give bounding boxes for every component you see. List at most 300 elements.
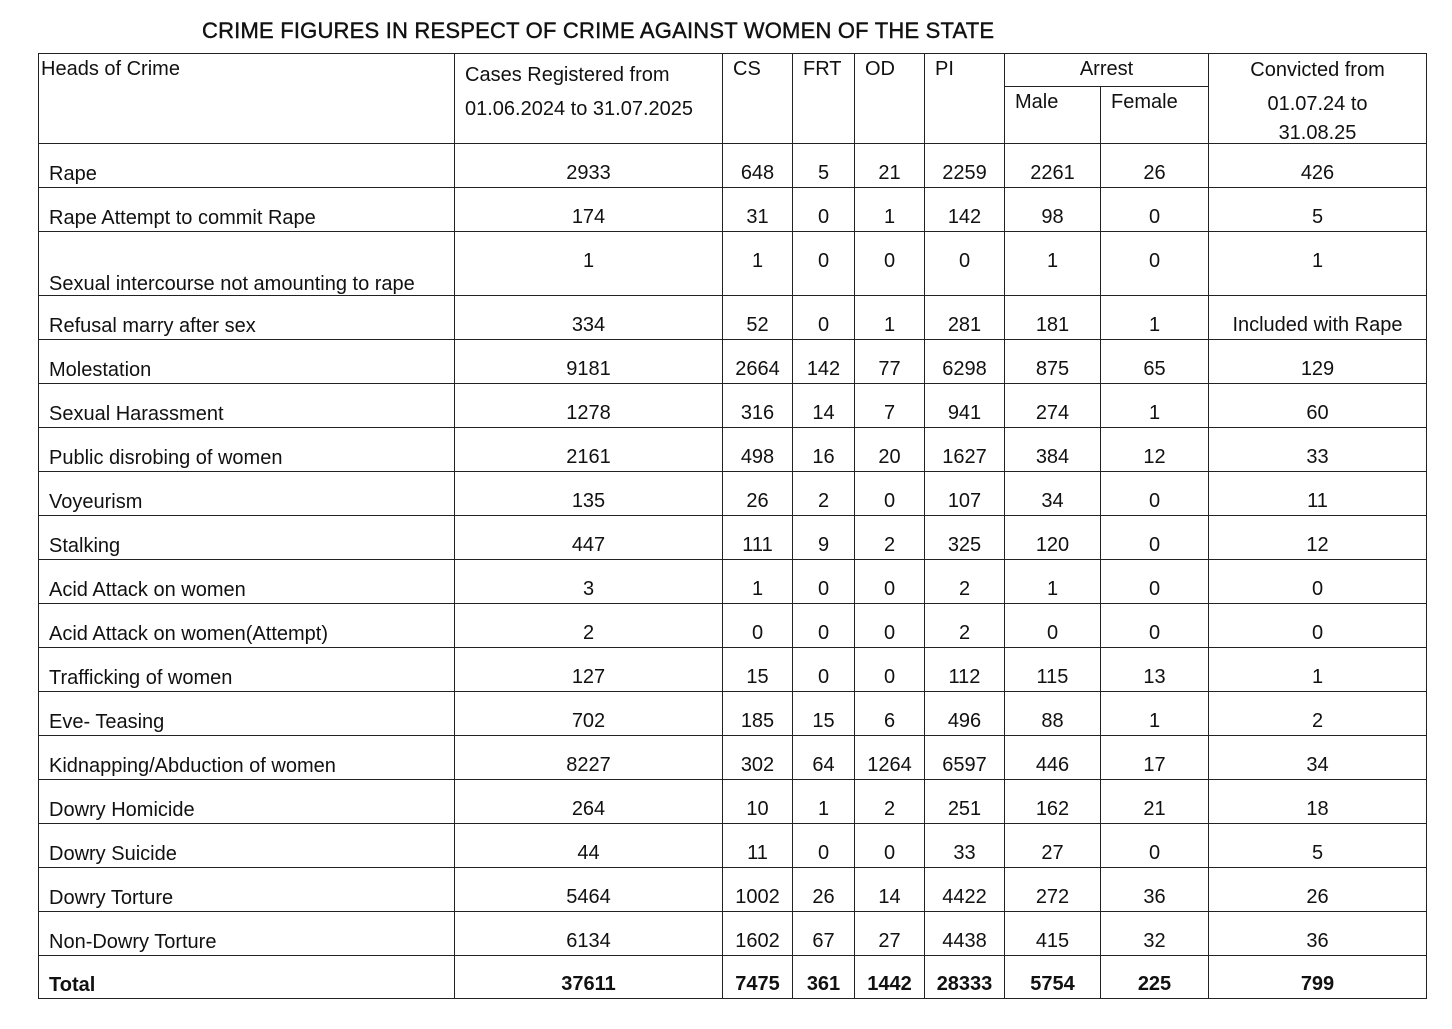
cs-cell — [723, 428, 793, 472]
cases-value: 8227 — [566, 754, 611, 776]
cases-value: 2933 — [566, 162, 611, 184]
convicted-cell — [1209, 384, 1427, 428]
cs-value: 11 — [747, 842, 768, 864]
convicted-value: 0 — [1311, 622, 1324, 644]
cs-cell — [723, 560, 793, 604]
cs-value: 1002 — [735, 886, 780, 908]
frt-value: 0 — [817, 578, 830, 600]
cs-cell — [723, 188, 793, 232]
cs-cell — [723, 340, 793, 384]
female-cell — [1101, 560, 1209, 604]
total-cases-value: 37611 — [561, 973, 616, 995]
male-cell — [1005, 144, 1101, 188]
header-cs-label: CS — [733, 58, 761, 80]
frt-cell — [793, 188, 855, 232]
frt-cell — [793, 912, 855, 956]
female-value: 0 — [1148, 206, 1161, 228]
female-value: 65 — [1143, 358, 1166, 380]
convicted-value: 2 — [1311, 710, 1324, 732]
cases-value: 1 — [582, 250, 595, 272]
convicted-value: 26 — [1306, 886, 1329, 908]
female-value: 0 — [1148, 250, 1161, 272]
frt-value: 16 — [812, 446, 835, 468]
od-cell — [855, 736, 925, 780]
convicted-cell — [1209, 604, 1427, 648]
table-row — [39, 188, 1427, 232]
male-value: 120 — [1035, 534, 1070, 556]
pi-cell — [925, 868, 1005, 912]
od-cell — [855, 232, 925, 296]
total-label-cell — [39, 956, 455, 999]
female-value: 26 — [1143, 162, 1166, 184]
convicted-cell — [1209, 648, 1427, 692]
crime-head-label: Refusal marry after sex — [49, 315, 256, 337]
frt-cell — [793, 780, 855, 824]
od-cell — [855, 296, 925, 340]
cs-cell — [723, 144, 793, 188]
female-cell — [1101, 232, 1209, 296]
table-row — [39, 824, 1427, 868]
convicted-cell — [1209, 516, 1427, 560]
crime-head-label: Rape Attempt to commit Rape — [49, 207, 316, 229]
frt-cell — [793, 692, 855, 736]
male-cell — [1005, 472, 1101, 516]
crime-head-cell — [39, 232, 455, 296]
male-value: 115 — [1036, 666, 1069, 688]
cases-value: 334 — [571, 314, 606, 336]
table-row — [39, 472, 1427, 516]
female-value: 17 — [1143, 754, 1166, 776]
cs-cell — [723, 384, 793, 428]
cases-value: 3 — [582, 578, 595, 600]
cs-cell — [723, 604, 793, 648]
page-title: CRIME FIGURES IN RESPECT OF CRIME AGAINST WOMEN OF THE STATE — [202, 18, 995, 43]
crime-head-label: Sexual intercourse not amounting to rape — [49, 273, 415, 295]
frt-value: 0 — [817, 206, 830, 228]
total-pi-value: 28333 — [936, 973, 993, 995]
convicted-value: 5 — [1311, 842, 1324, 864]
header-heads-of-crime — [39, 54, 455, 144]
frt-cell — [793, 472, 855, 516]
crime-head-cell — [39, 780, 455, 824]
male-value: 1 — [1046, 250, 1059, 272]
female-cell — [1101, 780, 1209, 824]
od-cell — [855, 912, 925, 956]
cs-cell — [723, 692, 793, 736]
female-value: 0 — [1148, 578, 1161, 600]
cs-value: 1 — [751, 578, 764, 600]
total-label: Total — [49, 974, 96, 996]
convicted-value: 34 — [1306, 754, 1329, 776]
frt-cell — [793, 232, 855, 296]
male-value: 446 — [1035, 754, 1070, 776]
convicted-cell — [1209, 144, 1427, 188]
cs-cell — [723, 868, 793, 912]
od-cell — [855, 340, 925, 384]
cases-value: 264 — [571, 798, 606, 820]
cases-value: 2161 — [566, 446, 611, 468]
male-value: 272 — [1035, 886, 1070, 908]
male-value: 875 — [1035, 358, 1070, 380]
header-cases-registered — [455, 54, 723, 144]
cases-value: 702 — [571, 710, 606, 732]
cs-cell — [723, 296, 793, 340]
crime-head-cell — [39, 428, 455, 472]
male-cell — [1005, 780, 1101, 824]
male-cell — [1005, 340, 1101, 384]
pi-value: 281 — [947, 314, 982, 336]
convicted-value: 426 — [1300, 162, 1335, 184]
male-cell — [1005, 516, 1101, 560]
crime-head-label: Stalking — [49, 535, 121, 557]
cases-value: 135 — [571, 490, 606, 512]
pi-cell — [925, 232, 1005, 296]
pi-cell — [925, 604, 1005, 648]
female-value: 21 — [1143, 798, 1166, 820]
crime-head-label: Eve- Teasing — [49, 711, 165, 733]
male-value: 98 — [1041, 206, 1064, 228]
header-od — [855, 54, 925, 144]
cases-value: 44 — [577, 842, 600, 864]
cases-cell — [455, 780, 723, 824]
total-row — [39, 956, 1427, 999]
pi-cell — [925, 472, 1005, 516]
female-value: 36 — [1143, 886, 1166, 908]
header-female-label: Female — [1111, 91, 1178, 113]
cases-value: 9181 — [566, 358, 611, 380]
od-cell — [855, 648, 925, 692]
female-cell — [1101, 188, 1209, 232]
od-cell — [855, 144, 925, 188]
convicted-cell — [1209, 296, 1427, 340]
total-convicted-value: 799 — [1300, 973, 1335, 995]
od-cell — [855, 780, 925, 824]
header-convicted-line1: Convicted from — [1250, 59, 1385, 81]
table-row — [39, 516, 1427, 560]
frt-cell — [793, 516, 855, 560]
header-pi — [925, 54, 1005, 144]
female-value: 1 — [1148, 402, 1161, 424]
od-value: 0 — [883, 622, 896, 644]
cases-value: 174 — [571, 206, 606, 228]
male-cell — [1005, 912, 1101, 956]
od-value: 0 — [883, 490, 896, 512]
female-value: 1 — [1148, 314, 1161, 336]
cases-cell — [455, 232, 723, 296]
table-row — [39, 560, 1427, 604]
header-male — [1005, 87, 1101, 144]
frt-cell — [793, 428, 855, 472]
od-value: 1264 — [867, 754, 912, 776]
header-od-label: OD — [865, 58, 895, 80]
crime-head-cell — [39, 604, 455, 648]
cs-value: 31 — [746, 206, 769, 228]
convicted-cell — [1209, 428, 1427, 472]
cs-cell — [723, 824, 793, 868]
convicted-value: 18 — [1306, 798, 1329, 820]
cases-cell — [455, 912, 723, 956]
frt-value: 15 — [812, 710, 835, 732]
total-female-cell — [1101, 956, 1209, 999]
male-value: 88 — [1041, 710, 1064, 732]
male-value: 384 — [1035, 446, 1070, 468]
frt-value: 26 — [812, 886, 835, 908]
od-value: 2 — [883, 534, 896, 556]
od-cell — [855, 188, 925, 232]
female-cell — [1101, 868, 1209, 912]
total-frt-cell — [793, 956, 855, 999]
female-cell — [1101, 516, 1209, 560]
table-row — [39, 296, 1427, 340]
cs-value: 26 — [746, 490, 769, 512]
pi-cell — [925, 736, 1005, 780]
cases-value: 447 — [571, 534, 606, 556]
od-value: 1 — [883, 206, 896, 228]
cases-cell — [455, 692, 723, 736]
cs-value: 52 — [746, 314, 769, 336]
header-convicted-line2: 01.07.24 to — [1267, 93, 1368, 115]
od-value: 2 — [883, 798, 896, 820]
cs-value: 498 — [740, 446, 775, 468]
convicted-value: 36 — [1306, 930, 1329, 952]
cases-cell — [455, 384, 723, 428]
cases-value: 1278 — [566, 402, 611, 424]
female-cell — [1101, 296, 1209, 340]
header-arrest — [1005, 54, 1209, 87]
crime-head-label: Public disrobing of women — [49, 447, 283, 469]
cases-cell — [455, 188, 723, 232]
cases-value: 2 — [582, 622, 595, 644]
frt-cell — [793, 648, 855, 692]
cs-value: 10 — [746, 798, 769, 820]
frt-value: 0 — [817, 250, 830, 272]
od-value: 7 — [883, 402, 896, 424]
crime-head-label: Sexual Harassment — [49, 403, 224, 425]
cases-cell — [455, 824, 723, 868]
male-cell — [1005, 296, 1101, 340]
cases-cell — [455, 428, 723, 472]
convicted-cell — [1209, 232, 1427, 296]
header-cs — [723, 54, 793, 144]
crime-head-label: Dowry Torture — [49, 887, 174, 909]
table-row — [39, 604, 1427, 648]
frt-value: 5 — [817, 162, 830, 184]
pi-value: 251 — [947, 798, 982, 820]
convicted-cell — [1209, 868, 1427, 912]
total-pi-cell — [925, 956, 1005, 999]
crime-figures-table — [38, 53, 1427, 999]
convicted-cell — [1209, 472, 1427, 516]
male-cell — [1005, 736, 1101, 780]
pi-cell — [925, 560, 1005, 604]
cases-cell — [455, 472, 723, 516]
female-cell — [1101, 692, 1209, 736]
pi-value: 112 — [948, 666, 981, 688]
od-value: 27 — [878, 930, 901, 952]
convicted-value: 60 — [1306, 402, 1329, 424]
cs-value: 185 — [740, 710, 775, 732]
total-cs-value: 7475 — [735, 973, 780, 995]
cs-cell — [723, 648, 793, 692]
frt-value: 14 — [812, 402, 835, 424]
convicted-cell — [1209, 780, 1427, 824]
cs-value: 302 — [740, 754, 775, 776]
male-cell — [1005, 188, 1101, 232]
header-male-label: Male — [1015, 91, 1059, 113]
frt-cell — [793, 296, 855, 340]
frt-value: 0 — [817, 666, 830, 688]
cs-cell — [723, 736, 793, 780]
female-value: 0 — [1148, 622, 1161, 644]
od-cell — [855, 384, 925, 428]
female-cell — [1101, 648, 1209, 692]
table-body — [39, 144, 1427, 999]
od-cell — [855, 428, 925, 472]
pi-cell — [925, 144, 1005, 188]
cases-cell — [455, 868, 723, 912]
od-value: 21 — [878, 162, 901, 184]
crime-head-cell — [39, 296, 455, 340]
od-value: 77 — [878, 358, 901, 380]
table-row — [39, 868, 1427, 912]
pi-cell — [925, 516, 1005, 560]
convicted-value: 1 — [1311, 250, 1324, 272]
male-cell — [1005, 604, 1101, 648]
header-frt-label: FRT — [803, 58, 842, 80]
crime-head-cell — [39, 912, 455, 956]
convicted-cell — [1209, 188, 1427, 232]
male-value: 274 — [1035, 402, 1070, 424]
frt-cell — [793, 868, 855, 912]
table-row — [39, 736, 1427, 780]
frt-cell — [793, 736, 855, 780]
frt-value: 0 — [817, 314, 830, 336]
pi-cell — [925, 648, 1005, 692]
table-row — [39, 428, 1427, 472]
convicted-value: 0 — [1311, 578, 1324, 600]
frt-cell — [793, 144, 855, 188]
convicted-value: 11 — [1307, 490, 1328, 512]
cs-value: 2664 — [735, 358, 780, 380]
header-heads-of-crime-label: Heads of Crime — [41, 58, 180, 80]
female-cell — [1101, 384, 1209, 428]
male-value: 162 — [1035, 798, 1070, 820]
cases-cell — [455, 296, 723, 340]
convicted-cell — [1209, 340, 1427, 384]
pi-value: 142 — [947, 206, 982, 228]
male-cell — [1005, 648, 1101, 692]
crime-head-label: Non-Dowry Torture — [49, 931, 217, 953]
pi-cell — [925, 188, 1005, 232]
pi-value: 2 — [958, 578, 971, 600]
female-value: 0 — [1148, 534, 1161, 556]
female-cell — [1101, 912, 1209, 956]
od-value: 0 — [883, 250, 896, 272]
crime-head-label: Dowry Homicide — [49, 799, 195, 821]
frt-value: 142 — [806, 358, 841, 380]
header-cases-line1: Cases Registered from — [465, 64, 670, 86]
pi-cell — [925, 780, 1005, 824]
cs-cell — [723, 232, 793, 296]
pi-value: 6597 — [942, 754, 987, 776]
table-row — [39, 144, 1427, 188]
table-row — [39, 780, 1427, 824]
table-header-row — [39, 54, 1427, 87]
od-cell — [855, 472, 925, 516]
table-row — [39, 232, 1427, 296]
total-frt-value: 361 — [806, 973, 841, 995]
pi-cell — [925, 384, 1005, 428]
od-value: 1 — [883, 314, 896, 336]
female-value: 0 — [1148, 490, 1161, 512]
male-value: 415 — [1035, 930, 1070, 952]
od-value: 20 — [878, 446, 901, 468]
male-cell — [1005, 232, 1101, 296]
cases-cell — [455, 648, 723, 692]
cs-value: 648 — [740, 162, 775, 184]
header-frt — [793, 54, 855, 144]
cs-cell — [723, 912, 793, 956]
frt-value: 0 — [817, 842, 830, 864]
crime-head-cell — [39, 144, 455, 188]
male-value: 181 — [1035, 314, 1070, 336]
pi-cell — [925, 824, 1005, 868]
frt-value: 1 — [817, 798, 830, 820]
male-value: 1 — [1046, 578, 1059, 600]
frt-value: 64 — [812, 754, 835, 776]
total-cs-cell — [723, 956, 793, 999]
frt-value: 67 — [812, 930, 835, 952]
od-value: 14 — [878, 886, 901, 908]
header-arrest-label: Arrest — [1079, 58, 1134, 80]
cs-value: 0 — [751, 622, 764, 644]
male-cell — [1005, 692, 1101, 736]
crime-head-cell — [39, 340, 455, 384]
pi-value: 941 — [947, 402, 982, 424]
crime-head-cell — [39, 736, 455, 780]
convicted-cell — [1209, 692, 1427, 736]
crime-head-cell — [39, 472, 455, 516]
male-cell — [1005, 824, 1101, 868]
table-row — [39, 648, 1427, 692]
female-cell — [1101, 472, 1209, 516]
table-row — [39, 692, 1427, 736]
cs-value: 111 — [742, 534, 773, 556]
frt-value: 9 — [817, 534, 830, 556]
female-cell — [1101, 144, 1209, 188]
table-row — [39, 912, 1427, 956]
convicted-cell — [1209, 736, 1427, 780]
cases-cell — [455, 516, 723, 560]
od-value: 0 — [883, 666, 896, 688]
crime-head-label: Rape — [49, 163, 97, 185]
male-value: 27 — [1041, 842, 1064, 864]
cases-cell — [455, 144, 723, 188]
frt-cell — [793, 604, 855, 648]
frt-cell — [793, 824, 855, 868]
cases-cell — [455, 560, 723, 604]
cases-cell — [455, 340, 723, 384]
header-convicted-line3: 31.08.25 — [1278, 122, 1357, 144]
cases-value: 5464 — [566, 886, 611, 908]
od-cell — [855, 868, 925, 912]
frt-cell — [793, 340, 855, 384]
crime-head-cell — [39, 560, 455, 604]
crime-head-cell — [39, 648, 455, 692]
crime-head-cell — [39, 384, 455, 428]
crime-head-label: Voyeurism — [49, 491, 143, 513]
crime-head-label: Trafficking of women — [49, 667, 233, 689]
